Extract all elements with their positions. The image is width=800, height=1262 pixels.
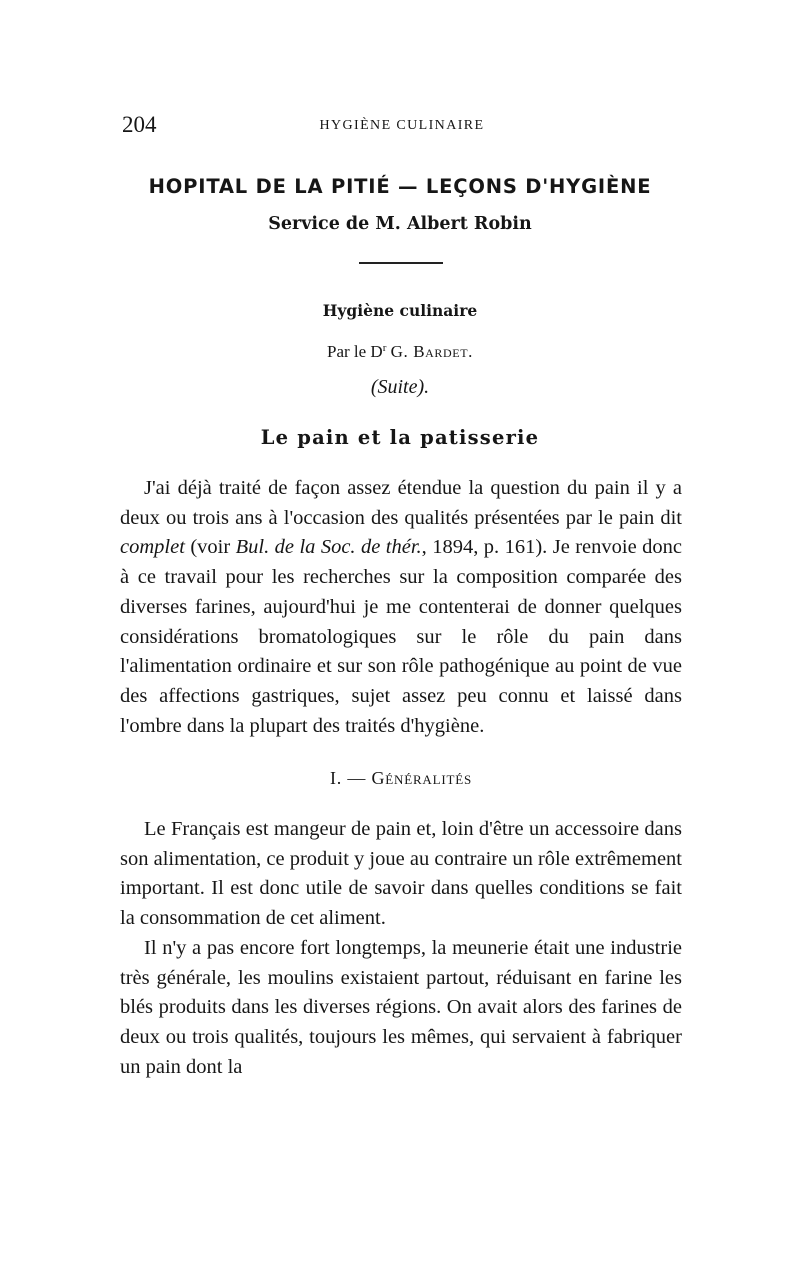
paragraph-1-text-a: J'ai déjà traité de façon assez étendue la question du pain il y a deux ou trois ans à l'occasion des qualités présentées par le pain dit: [120, 477, 682, 529]
part-heading: I. — Généralités: [329, 768, 472, 788]
running-head: [122, 110, 682, 144]
continued-label: (Suite).: [370, 376, 430, 398]
article-title: Hygiène culinaire: [322, 301, 478, 320]
section-heading: Le pain et la patisserie: [260, 426, 540, 449]
byline-author: G. Bardet.: [390, 342, 473, 361]
byline-superscript: r: [382, 342, 387, 354]
paragraph-1: [120, 474, 682, 741]
paragraph-1-italic-complet: complet: [120, 536, 185, 559]
running-title: HYGIÈNE CULINAIRE: [319, 118, 485, 133]
page-number: 204: [122, 112, 157, 137]
divider-rule: [359, 262, 443, 264]
paragraph-3: Il n'y a pas encore fort longtemps, la meunerie était une industrie très générale, les moulins existaient partout, réduisant en farine les blés produits dans les diverses régions. On avait alors des farines de deux ou trois qualités, toujours les mêmes, qui servaient à fabriquer un pain dont la: [120, 937, 682, 1078]
paragraph-1-text-c: , 1894, p. 161). Je renvoie donc à ce travail pour les recherches sur la composition comparée des diverses farines, aujourd'hui je me contenterai de donner quelques considérations bromatologiques sur le rôle du pain dans l'alimentation ordinaire et sur son rôle pathogénique au point de vue des affections gastriques, sujet assez peu connu et laissé dans l'ombre dans la plupart des traités d'hygiène.: [120, 536, 682, 737]
service-line: Service de M. Albert Robin: [268, 214, 532, 234]
institution-heading: HOPITAL DE LA PITIÉ — LEÇONS D'HYGIÈNE: [148, 175, 652, 198]
paragraph-1-italic-citation: Bul. de la Soc. de thér.: [235, 536, 422, 559]
byline: [100, 334, 700, 366]
paragraph-2: Le Français est mangeur de pain et, loin d'être un accessoire dans son alimentation, ce produit y joue au contraire un rôle extrêmement important. Il est donc utile de savoir dans quelles conditions se fait la consommation de cet aliment.: [120, 818, 682, 930]
byline-prefix: Par le D: [326, 342, 383, 361]
paragraph-1-text-b: (voir: [184, 536, 236, 559]
